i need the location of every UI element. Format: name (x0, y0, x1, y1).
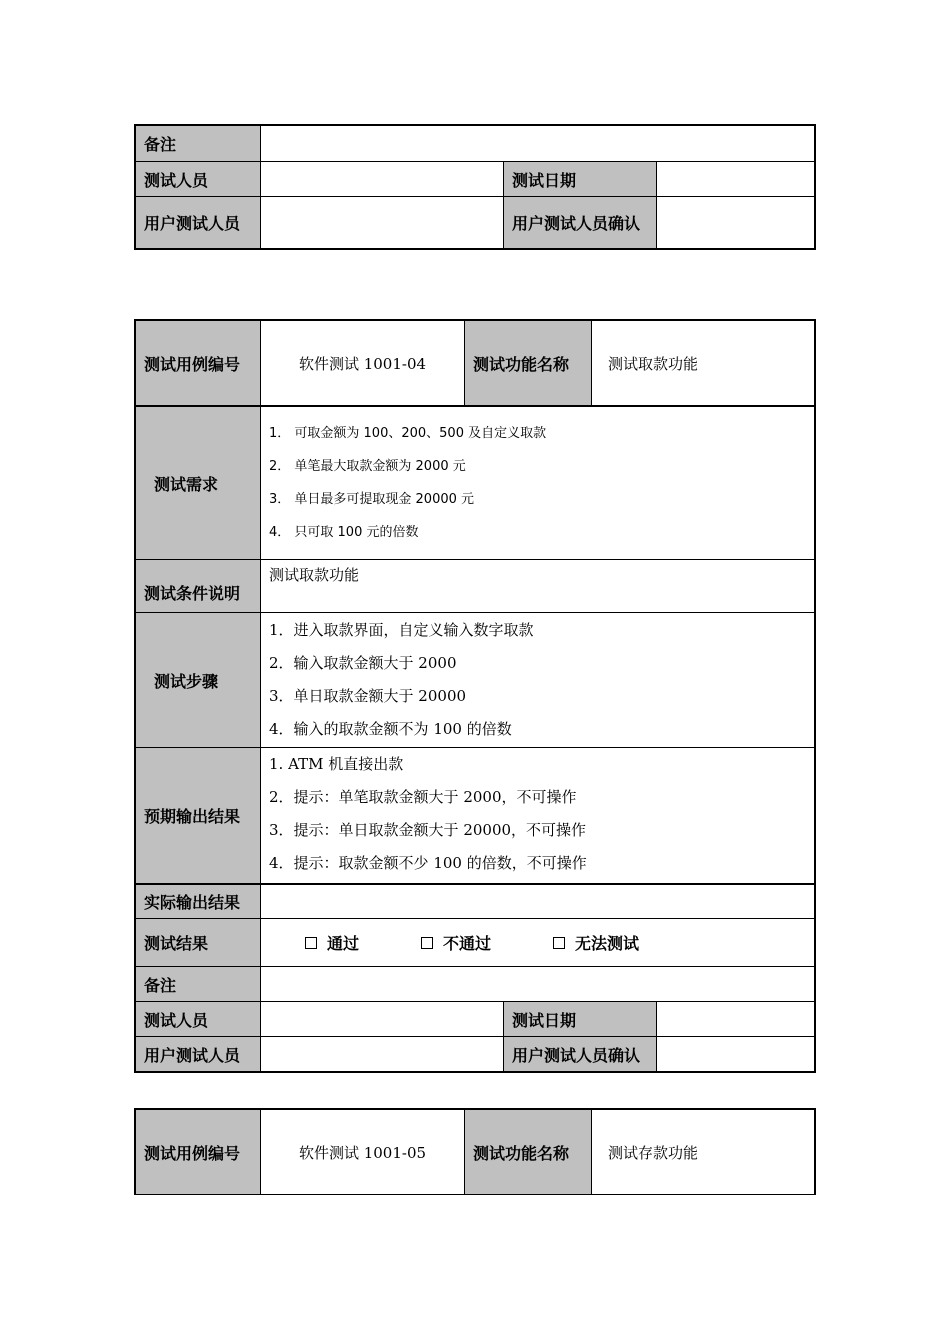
remarks-label: 备注 (136, 126, 260, 161)
remarks-value[interactable] (260, 967, 814, 1001)
function-name-label: 测试功能名称 (464, 1110, 591, 1194)
tester-value[interactable] (260, 1002, 503, 1036)
expected-label: 预期输出结果 (136, 748, 260, 883)
requirement-item: 1． 可取金额为 100、200、500 及自定义取款 (269, 426, 547, 441)
test-case-table-withdraw (134, 319, 816, 1073)
function-name-label: 测试功能名称 (464, 321, 591, 405)
checkbox-icon (305, 937, 317, 949)
step-item: 3．单日取款金额大于 20000 (269, 687, 467, 705)
case-id-label: 测试用例编号 (136, 321, 260, 405)
user-tester-value[interactable] (260, 197, 503, 248)
result-options (260, 919, 814, 966)
tester-label: 测试人员 (136, 1002, 260, 1036)
user-tester-confirm-label: 用户测试人员确认 (503, 1037, 656, 1071)
user-tester-confirm-value[interactable] (656, 1037, 814, 1071)
test-date-label: 测试日期 (503, 1002, 656, 1036)
case-id-value: 软件测试 1001-05 (260, 1110, 464, 1194)
steps-list (260, 613, 814, 747)
tester-label: 测试人员 (136, 162, 260, 196)
step-item: 1．进入取款界面，自定义输入数字取款 (269, 621, 534, 639)
test-date-value[interactable] (656, 162, 814, 196)
tester-value[interactable] (260, 162, 503, 196)
actual-label: 实际输出结果 (136, 885, 260, 918)
user-tester-value[interactable] (260, 1037, 503, 1071)
case-id-value: 软件测试 1001-04 (260, 321, 464, 405)
pass-label: 通过 (327, 934, 360, 953)
test-date-value[interactable] (656, 1002, 814, 1036)
remarks-value[interactable] (260, 126, 814, 161)
step-item: 4．输入的取款金额不为 100 的倍数 (269, 720, 512, 738)
user-tester-label: 用户测试人员 (136, 197, 260, 248)
user-tester-confirm-value[interactable] (656, 197, 814, 248)
expected-item: 2．提示：单笔取款金额大于 2000，不可操作 (269, 788, 577, 806)
requirement-item: 3． 单日最多可提取现金 20000 元 (269, 492, 475, 507)
checkbox-icon (553, 937, 565, 949)
fail-label: 不通过 (443, 934, 492, 953)
requirement-item: 2． 单笔最大取款金额为 2000 元 (269, 459, 466, 474)
requirements-list (260, 407, 814, 559)
case-id-label: 测试用例编号 (136, 1110, 260, 1194)
test-date-label: 测试日期 (503, 162, 656, 196)
requirement-item: 4． 只可取 100 元的倍数 (269, 525, 419, 540)
expected-item: 1. ATM 机直接出款 (269, 755, 404, 773)
untestable-label: 无法测试 (575, 934, 640, 953)
expected-item: 4．提示：取款金额不少 100 的倍数，不可操作 (269, 854, 587, 872)
condition-label: 测试条件说明 (136, 560, 260, 612)
function-name-value: 测试取款功能 (591, 321, 814, 405)
checkbox-icon (421, 937, 433, 949)
actual-value[interactable] (260, 885, 814, 918)
fail-checkbox[interactable] (421, 931, 491, 954)
function-name-value: 测试存款功能 (591, 1110, 814, 1194)
pass-checkbox[interactable] (305, 931, 359, 954)
expected-list (260, 748, 814, 883)
remarks-label: 备注 (136, 967, 260, 1001)
user-tester-label: 用户测试人员 (136, 1037, 260, 1071)
signoff-table-1 (134, 124, 816, 250)
result-label: 测试结果 (136, 919, 260, 966)
user-tester-confirm-label: 用户测试人员确认 (503, 197, 656, 248)
untestable-checkbox[interactable] (553, 931, 639, 954)
step-item: 2．输入取款金额大于 2000 (269, 654, 457, 672)
requirements-label: 测试需求 (136, 407, 260, 559)
expected-item: 3．提示：单日取款金额大于 20000，不可操作 (269, 821, 587, 839)
test-case-table-deposit (134, 1108, 816, 1195)
steps-label: 测试步骤 (136, 613, 260, 747)
condition-value: 测试取款功能 (260, 560, 814, 612)
